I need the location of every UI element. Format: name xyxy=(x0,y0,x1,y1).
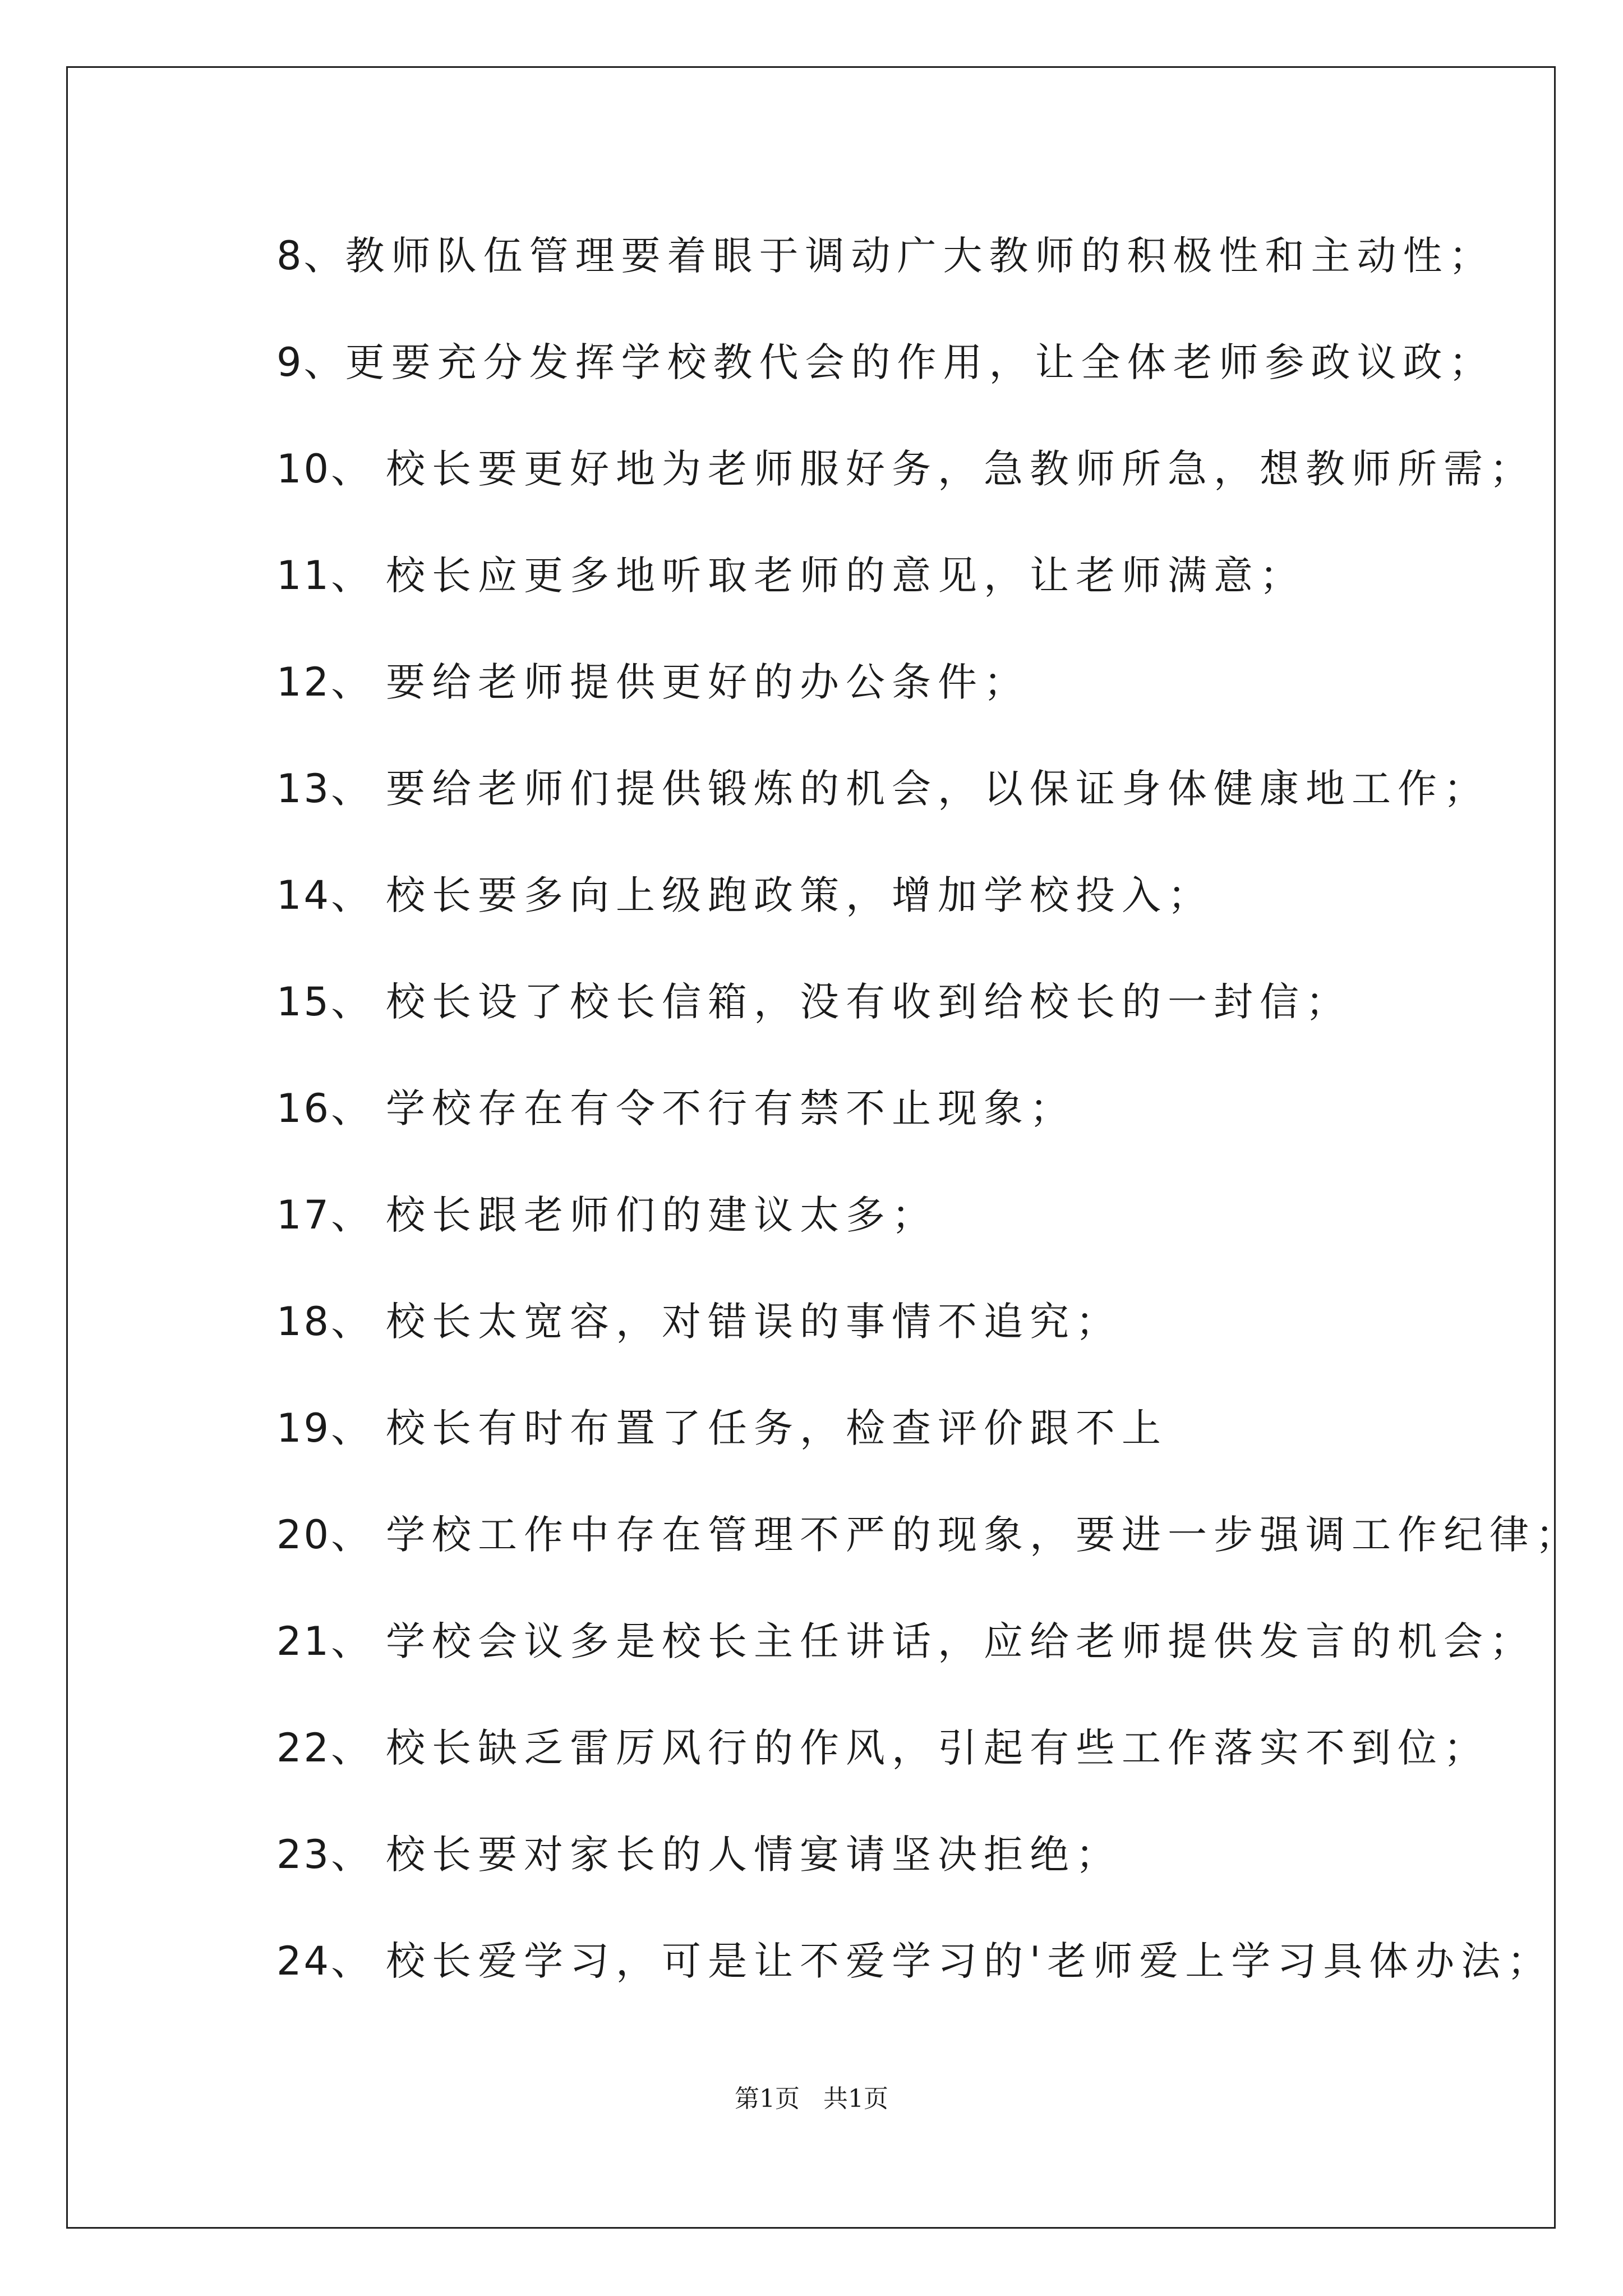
item-text: 校长爱学习，可是让不爱学习的'老师爱上学习具体办法； xyxy=(386,1938,1553,1984)
item-text: 要给老师提供更好的办公条件； xyxy=(386,659,1030,705)
item-number: 22、 xyxy=(276,1724,373,1771)
item-text: 学校会议多是校长主任讲话，应给老师提供发言的机会； xyxy=(386,1618,1536,1664)
item-text: 校长要多向上级跑政策，增加学校投入； xyxy=(386,872,1214,918)
item-text: 校长应更多地听取老师的意见，让老师满意； xyxy=(386,552,1306,599)
item-text: 校长要对家长的人情宴请坚决拒绝； xyxy=(386,1831,1122,1878)
item-text: 要给老师们提供锻炼的机会，以保证身体健康地工作； xyxy=(386,765,1490,812)
list-item xyxy=(276,1501,1581,1562)
list-item xyxy=(276,1607,1536,1669)
item-text: 校长有时布置了任务，检查评价跟不上 xyxy=(386,1405,1168,1451)
list-item xyxy=(276,861,1214,923)
item-number: 16、 xyxy=(276,1085,373,1131)
page-footer: 第1页 共1页 xyxy=(735,2085,888,2113)
item-text: 学校工作中存在管理不严的现象，要进一步强调工作纪律； xyxy=(386,1511,1581,1558)
item-number: 9、 xyxy=(276,339,345,385)
item-text: 更要充分发挥学校教代会的作用，让全体老师参政议政； xyxy=(345,339,1495,385)
item-number: 15、 xyxy=(276,978,373,1025)
list-item xyxy=(276,1287,1122,1349)
list-item xyxy=(276,754,1490,816)
item-number: 13、 xyxy=(276,765,373,812)
list-item xyxy=(276,1714,1490,1775)
item-text: 校长缺乏雷厉风行的作风，引起有些工作落实不到位； xyxy=(386,1724,1490,1771)
item-number: 8、 xyxy=(276,232,345,279)
item-number: 12、 xyxy=(276,659,373,705)
item-number: 19、 xyxy=(276,1405,373,1451)
item-number: 23、 xyxy=(276,1831,373,1878)
list-item xyxy=(276,435,1536,496)
item-text: 学校存在有令不行有禁不止现象； xyxy=(386,1085,1076,1131)
item-text: 校长太宽容，对错误的事情不追究； xyxy=(386,1298,1122,1345)
list-item xyxy=(276,328,1495,390)
item-number: 21、 xyxy=(276,1618,373,1664)
list-item xyxy=(276,1394,1168,1456)
item-text: 校长要更好地为老师服好务，急教师所急，想教师所需； xyxy=(386,445,1536,492)
list-item xyxy=(276,968,1352,1029)
item-number: 17、 xyxy=(276,1191,373,1238)
list-item xyxy=(276,541,1306,603)
item-text: 校长设了校长信箱，没有收到给校长的一封信； xyxy=(386,978,1352,1025)
list-item xyxy=(276,1927,1553,1989)
item-number: 24、 xyxy=(276,1938,373,1984)
item-number: 11、 xyxy=(276,552,373,599)
item-text: 教师队伍管理要着眼于调动广大教师的积极性和主动性； xyxy=(345,232,1495,279)
list-item xyxy=(276,1074,1076,1136)
list-item xyxy=(276,648,1030,710)
list-item xyxy=(276,222,1495,283)
item-number: 20、 xyxy=(276,1511,373,1558)
item-number: 14、 xyxy=(276,872,373,918)
item-text: 校长跟老师们的建议太多； xyxy=(386,1191,938,1238)
list-item xyxy=(276,1820,1122,1882)
item-number: 18、 xyxy=(276,1298,373,1345)
list-item xyxy=(276,1181,938,1243)
item-number: 10、 xyxy=(276,445,373,492)
